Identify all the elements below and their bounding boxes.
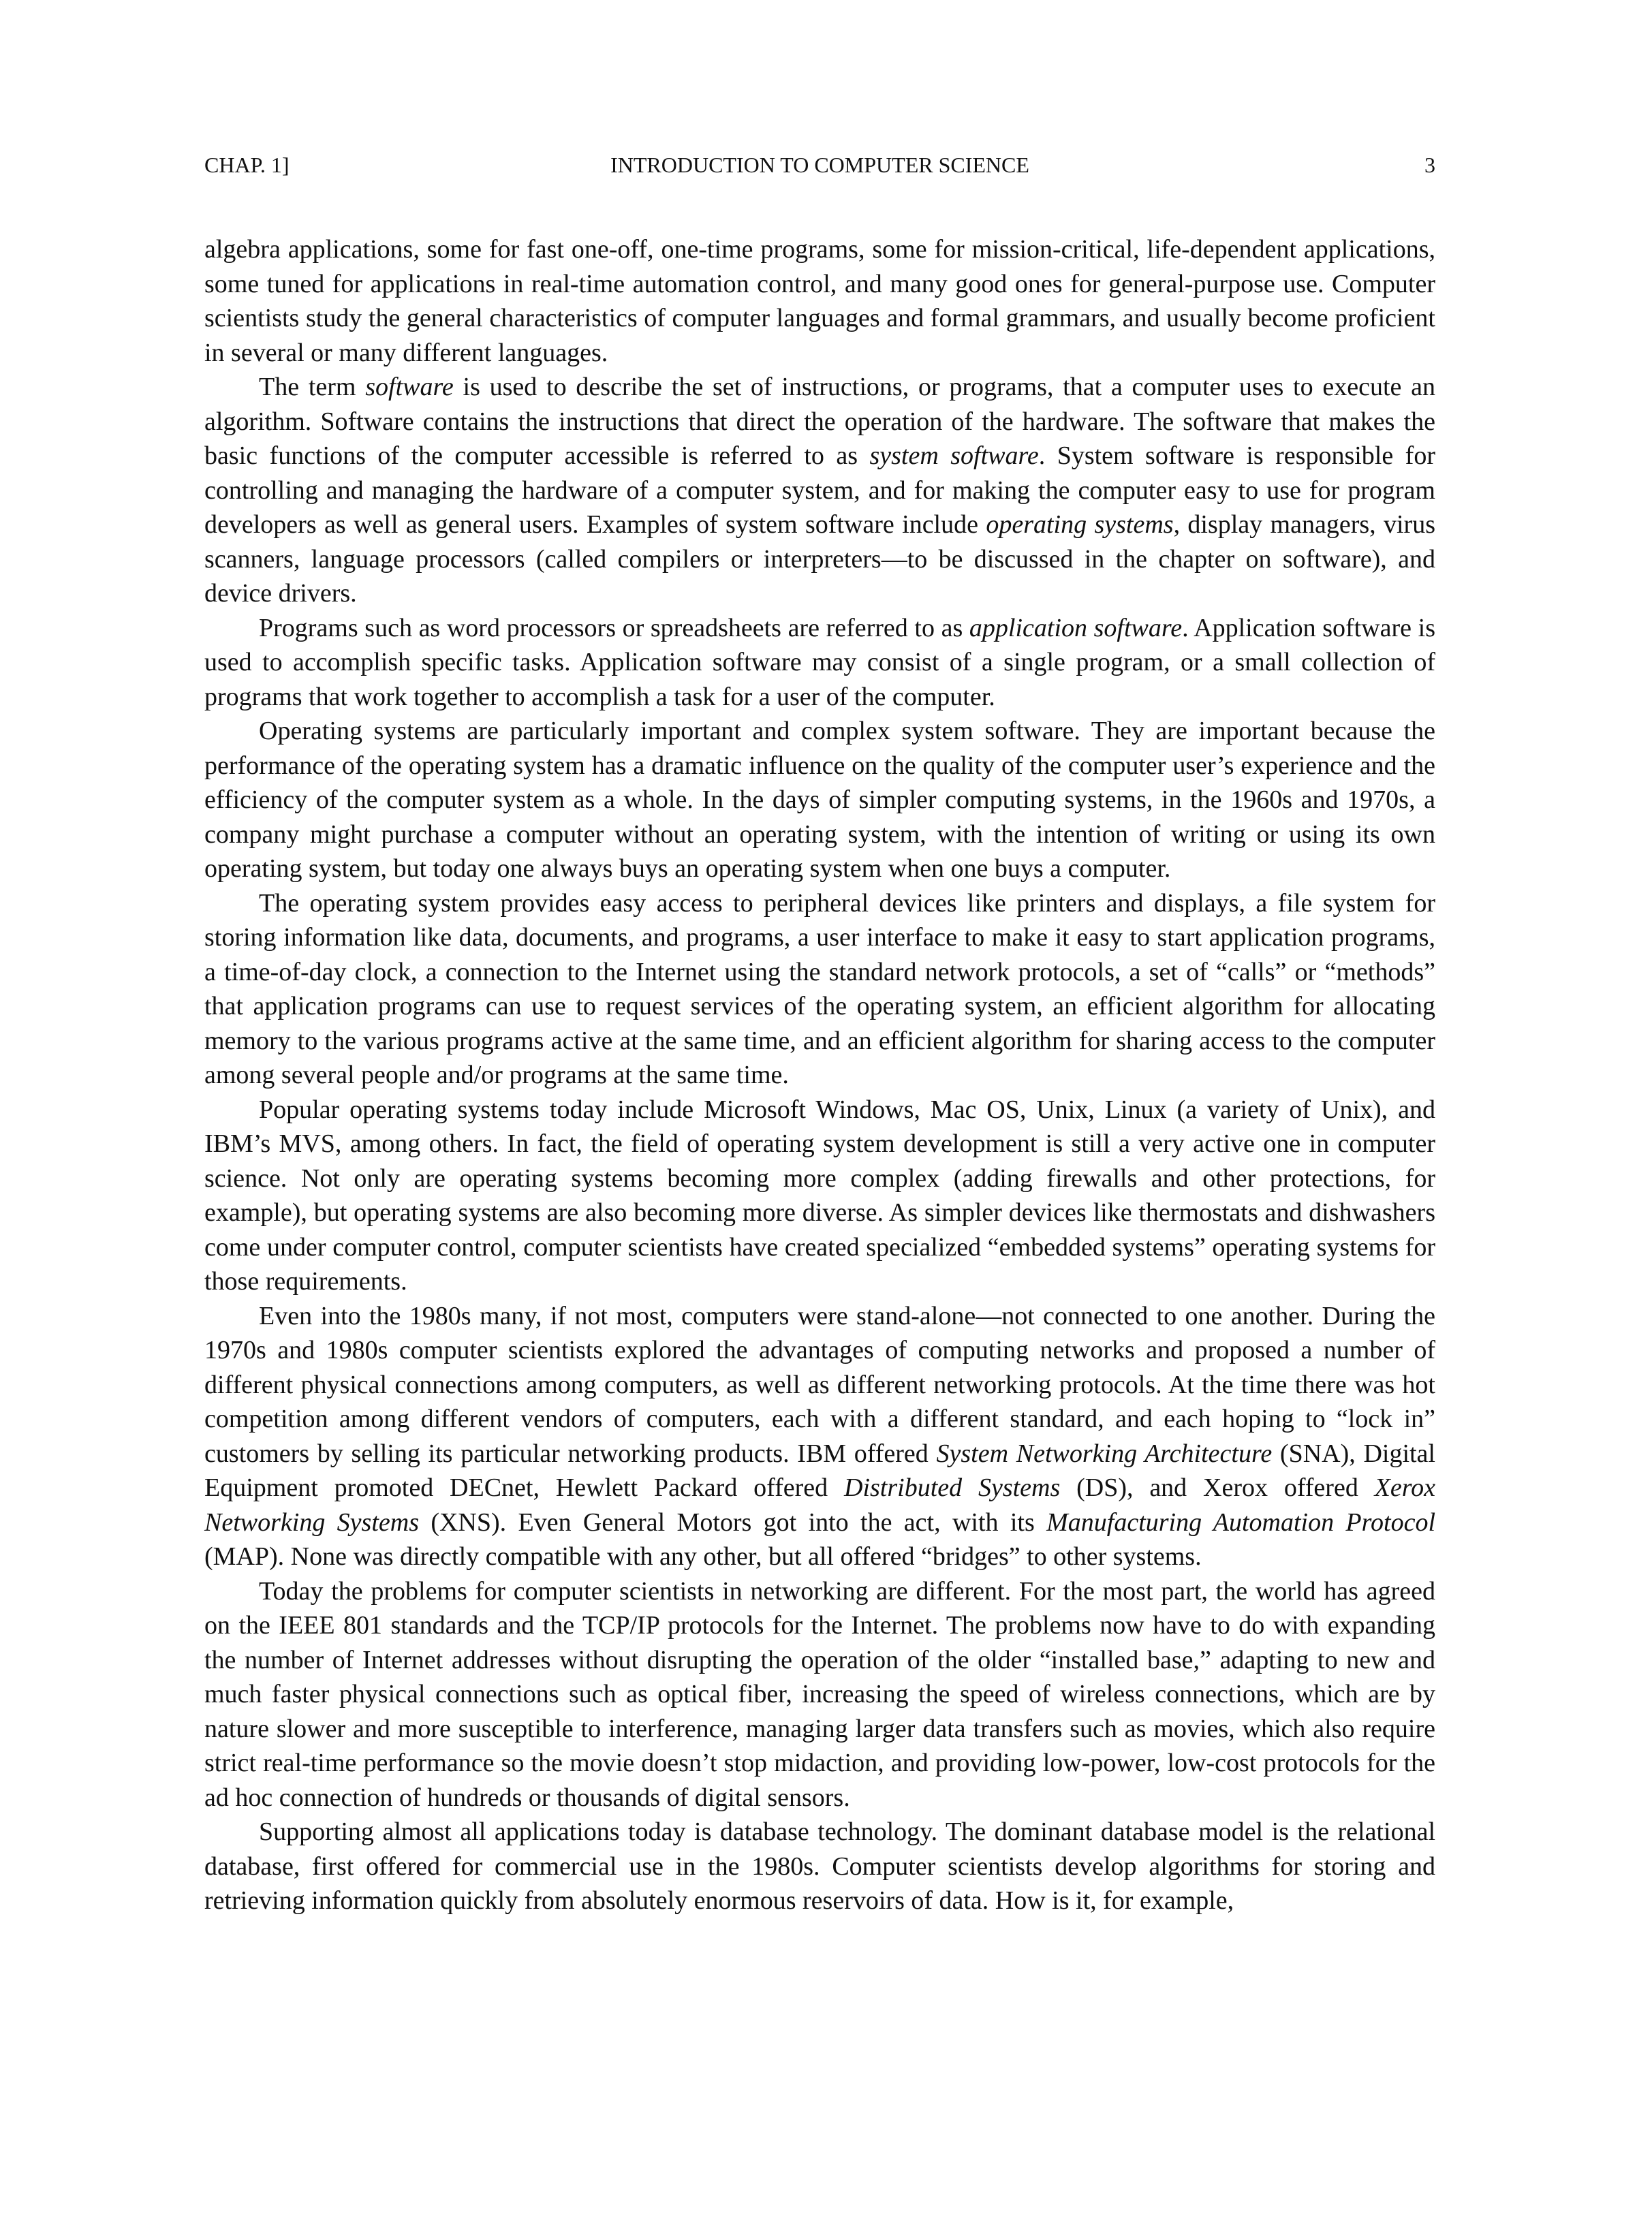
text-run: , display managers, virus scanners, language processors (called compilers or interpreters—to be discussed in the chapter on software), and device drivers.: [204, 510, 1435, 608]
text-run: (DS), and Xerox offered: [1060, 1473, 1375, 1502]
running-title: INTRODUCTION TO COMPUTER SCIENCE: [610, 153, 1029, 177]
paragraph-2: [204, 370, 1435, 611]
running-header: [204, 150, 1435, 180]
text-run: (XNS). Even General Motors got into the act, with its: [418, 1508, 1047, 1537]
text-run: . Application software is used to accomplish specific tasks. Application software may consist of a single program, or a small collection of programs that work together to accomplish a task for a user of the computer.: [204, 613, 1436, 711]
text-run: Popular operating systems today include Microsoft Windows, Mac OS, Unix, Linux (a variety of Unix), and IBM’s MVS, among others. In fact, the field of operating system development is still a very active one in computer science. Not only are operating systems becoming more complex (adding firewalls and other protections, for example), but operating systems are also becoming more diverse. As simpler devices like thermostats and dishwashers come under computer control, computer scientists have created specialized “embedded systems” operating systems for those requirements.: [204, 1095, 1435, 1296]
page-number: 3: [1424, 153, 1435, 177]
term-software: software: [365, 373, 454, 401]
text-run: is used to describe the set of instructions, or programs, that a computer uses to execute an algorithm. Software contains the instructions that direct the operation of the hardware. The software that makes the basic functions of the computer accessible is referred to as: [204, 373, 1436, 470]
text-run: Operating systems are particularly important and complex system software. They are important because the performance of the operating system has a dramatic influence on the quality of the computer user’s experience and the efficiency of the computer system as a whole. In the days of simpler computing systems, in the 1960s and 1970s, a company might purchase a computer without an operating system, with the intention of writing or using its own operating system, but today one always buys an operating system when one buys a computer.: [204, 717, 1435, 883]
paragraph-8: [204, 1574, 1435, 1815]
text-run: Even into the 1980s many, if not most, computers were stand-alone—not connected to one another. During the 1970s and 1980s computer scientists explored the advantages of computing networks and proposed a number of different physical connections among computers, as well as different networking protocols. At the time there was hot competition among different vendors of computers, each with a different standard, and each hoping to “lock in” customers by selling its particular networking products. IBM offered: [204, 1301, 1435, 1468]
text-run: . System software is responsible for controlling and managing the hardware of a computer system, and for making the computer easy to use for program developers as well as general users. Examples of system software include: [204, 441, 1435, 539]
term-application-software: application software: [969, 613, 1183, 642]
body-text: [204, 232, 1435, 1918]
term-map: Manufacturing Automation Protocol: [1046, 1508, 1435, 1537]
text-run: algebra applications, some for fast one-off, one-time programs, some for mission-critical, life-dependent applications, some tuned for applications in real-time automation control, and many good ones for general-purpose use. Computer scientists study the general characteristics of computer languages and formal grammars, and usually become proficient in several or many different languages.: [204, 235, 1435, 367]
paragraph-7: [204, 1299, 1435, 1574]
paragraph-9: [204, 1815, 1435, 1918]
term-sna: System Networking Architecture: [936, 1439, 1273, 1468]
text-run: (MAP). None was directly compatible with any other, but all offered “bridges” to other systems.: [204, 1542, 1202, 1571]
paragraph-5: [204, 886, 1435, 1093]
paragraph-1: [204, 232, 1435, 370]
paragraph-6: [204, 1093, 1435, 1299]
chapter-label: CHAP. 1]: [204, 153, 290, 177]
paragraph-3: [204, 611, 1435, 715]
term-distributed-systems: Distributed Systems: [844, 1473, 1061, 1502]
text-run: Today the problems for computer scientists in networking are different. For the most part, the world has agreed on the IEEE 801 standards and the TCP/IP protocols for the Internet. The problems now have to do with expanding the number of Internet addresses without disrupting the operation of the older “installed base,” adapting to new and much faster physical connections such as optical fiber, increasing the speed of wireless connections, which are by nature slower and more susceptible to interference, managing larger data transfers such as movies, which also require strict real-time performance so the movie doesn’t stop midaction, and providing low-power, low-cost protocols for the ad hoc connection of hundreds or thousands of digital sensors.: [204, 1576, 1435, 1812]
term-system-software: system software: [869, 441, 1039, 470]
term-operating-systems: operating systems: [986, 510, 1174, 539]
paragraph-4: [204, 714, 1435, 886]
text-run: The operating system provides easy access to peripheral devices like printers and displays, a file system for storing information like data, documents, and programs, a user interface to make it easy to start application programs, a time-of-day clock, a connection to the Internet using the standard network protocols, a set of “calls” or “methods” that application programs can use to request services of the operating system, an efficient algorithm for allocating memory to the various programs active at the same time, and an efficient algorithm for sharing access to the computer among several people and/or programs at the same time.: [204, 888, 1435, 1089]
text-run: The term: [259, 373, 366, 401]
term-xns: Xerox Networking Systems: [204, 1473, 1435, 1537]
text-run: Supporting almost all applications today is database technology. The dominant database model is the relational database, first offered for commercial use in the 1980s. Computer scientists develop algorithms for storing and retrieving information quickly from absolutely enormous reservoirs of data. How is it, for example,: [204, 1817, 1435, 1915]
text-run: (SNA), Digital Equipment promoted DECnet, Hewlett Packard offered: [204, 1439, 1435, 1502]
text-run: Programs such as word processors or spreadsheets are referred to as: [259, 613, 969, 642]
